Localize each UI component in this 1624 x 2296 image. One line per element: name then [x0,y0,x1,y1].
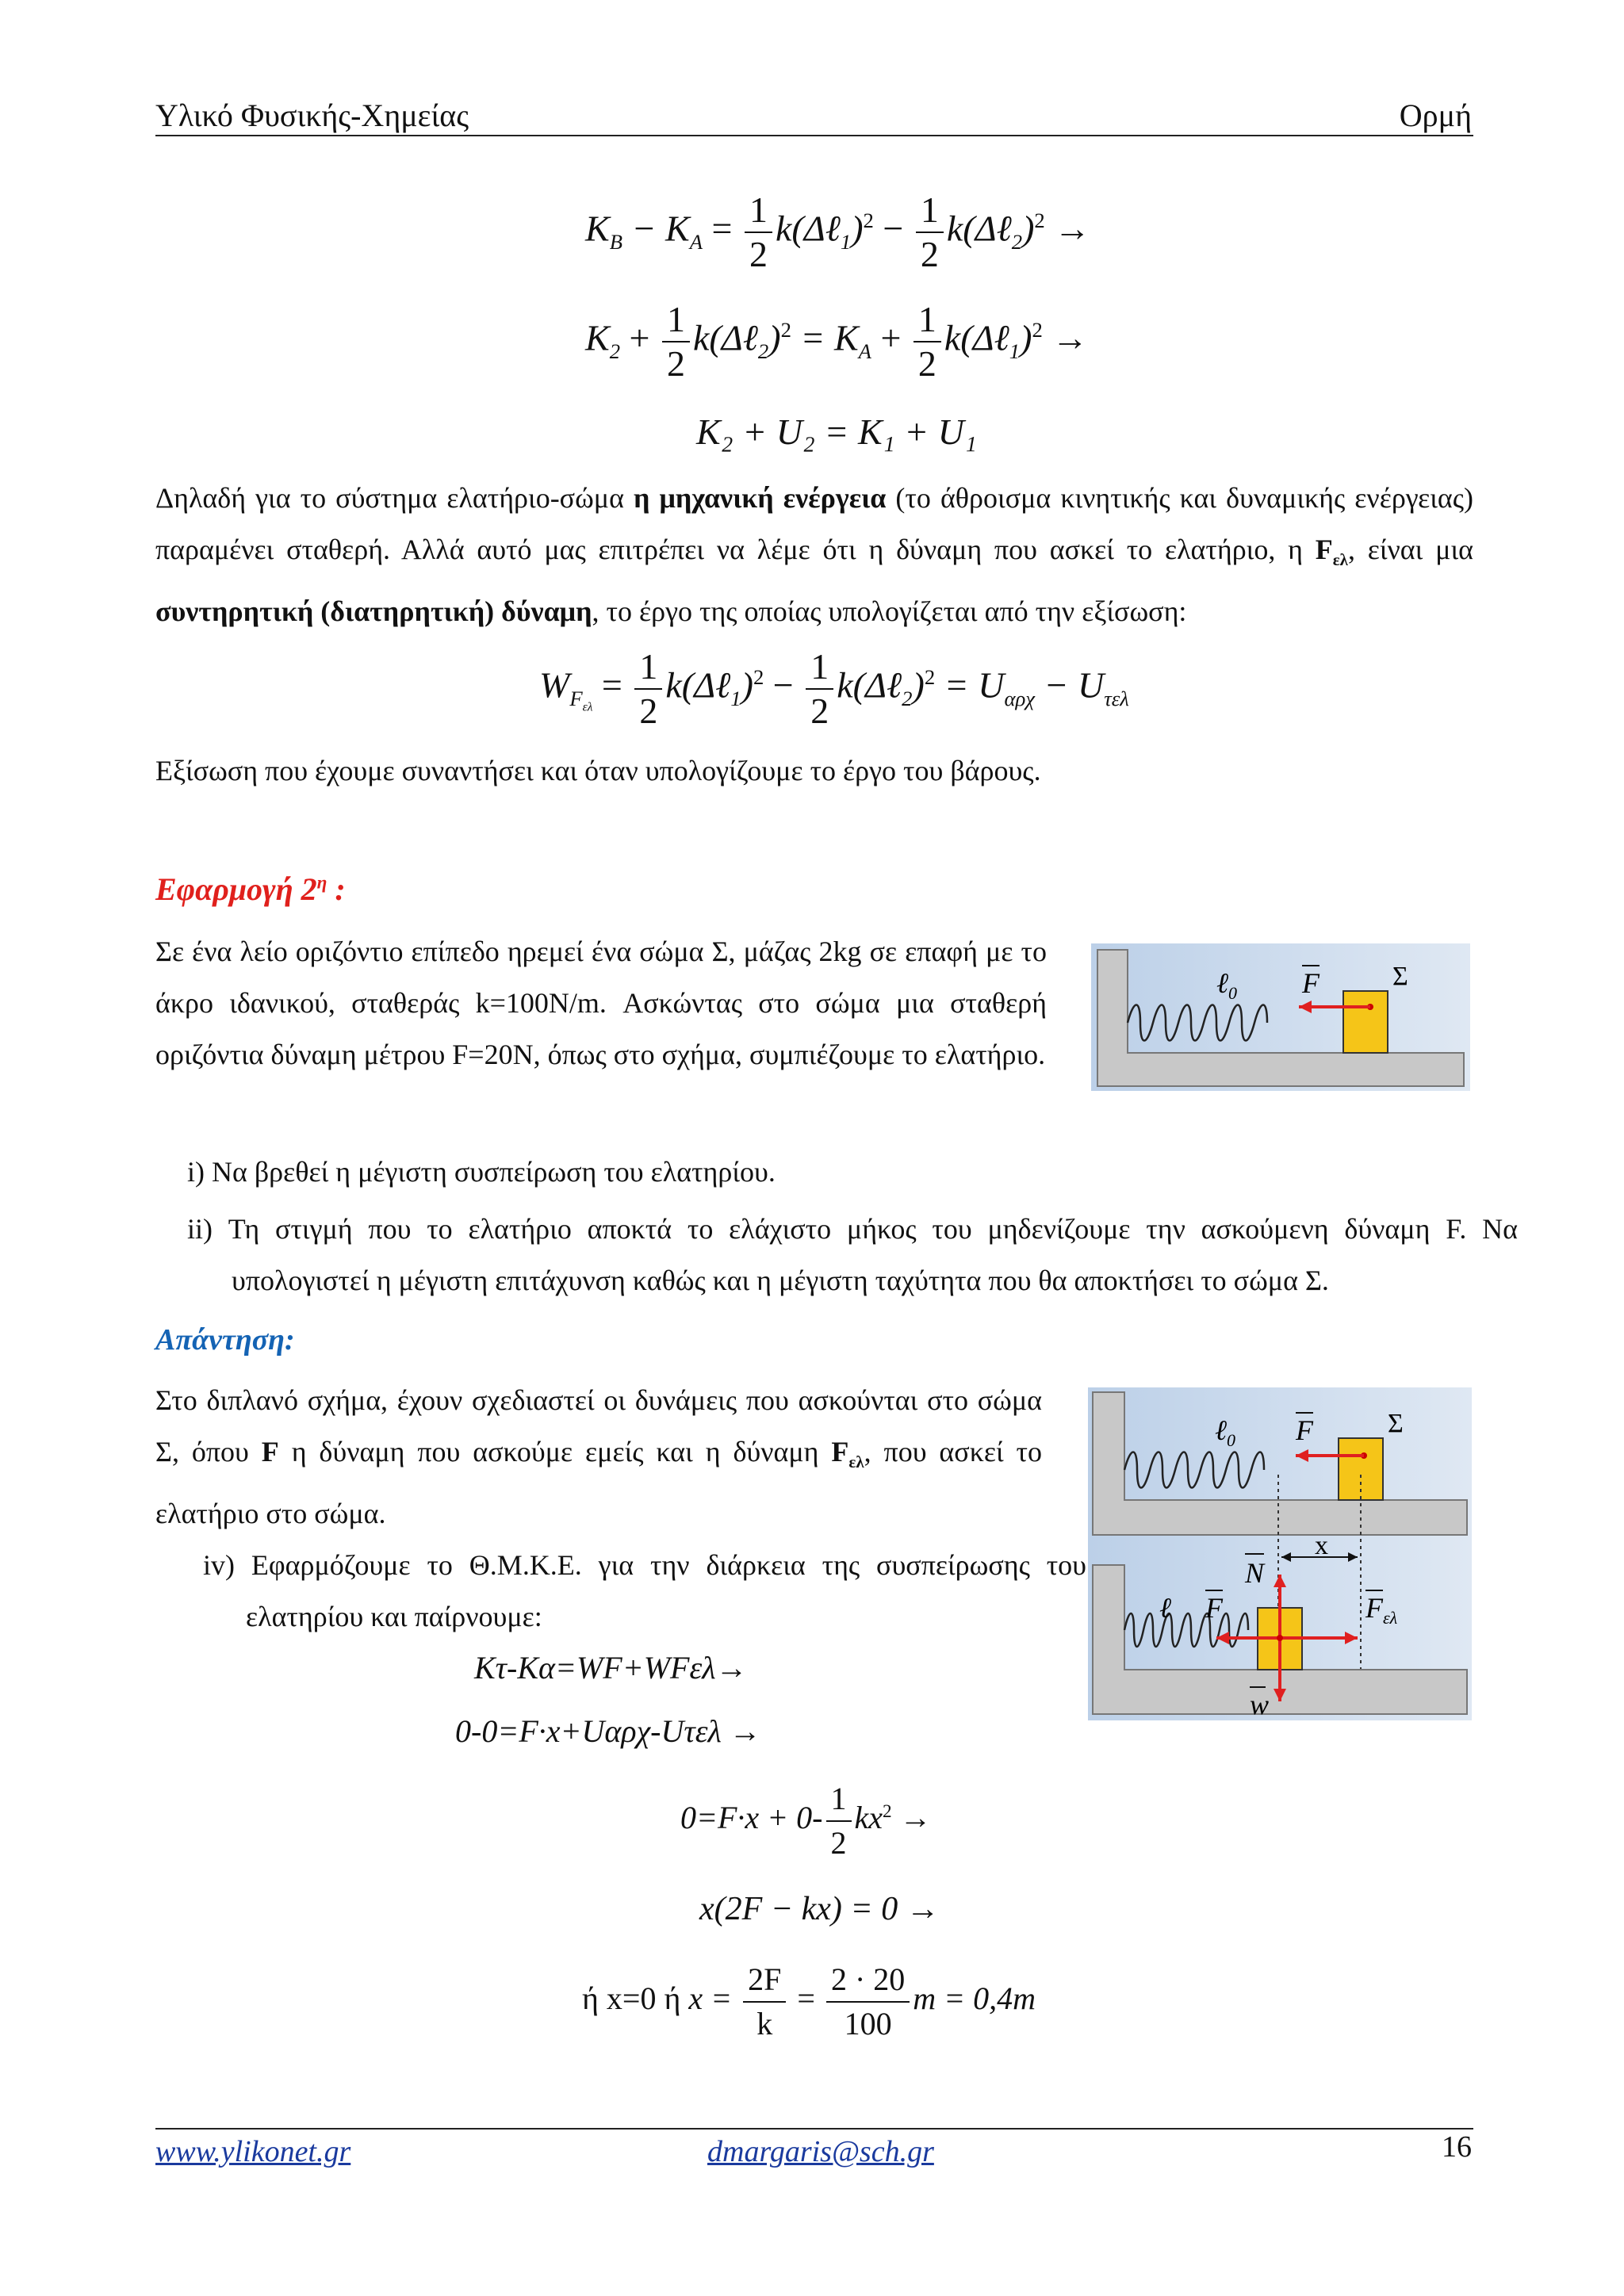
page-number: 16 [1442,2130,1472,2164]
figure-spring-block-2 [1088,1387,1472,1720]
force-origin-dot-bottom [1277,1635,1283,1641]
equation-D: x(2F − kx) = 0 → [699,1891,940,1927]
label-l: ℓ [1159,1592,1171,1624]
label-F-top: F [1296,1414,1313,1446]
equation-2: $K_2$ + $\frac{1}{2}$ k(Δℓ$_2$)$^2$ = $K_A$ + $\frac{1}{2}$ k(Δℓ$_1$)$^2$ → [585,299,1089,384]
paragraph-conservative-force: Δηλαδή για το σύστημα ελατήριο-σώμα η μηχανική ενέργεια (το άθροισμα κινητικής και δυναμικής ενέργειας) παραμένει σταθερή. Αλλά αυτό μας επιτρέπει να λέμε ότι η δύναμη που ασκεί το ελατήριο, η $F_{\varepsilon\lambda}$, είναι μια συντηρητική (διατηρητική) δύναμη, το έργο της οποίας υπολογίζεται από την εξίσωση: [155,482,1473,628]
label-Fel: $F_{\varepsilon\lambda}$ [1365,1592,1398,1628]
label-x: x [1315,1531,1328,1560]
equation-3: K₂ + U₂ = K₁ + U₁ [696,411,977,452]
label-l0: ℓ$_0$ [1216,967,1237,1003]
label-l0: ℓ$_0$ [1215,1414,1235,1450]
application-text: Σε ένα λείο οριζόντιο επίπεδο ηρεμεί ένα σώμα Σ, μάζας 2kg σε επαφή με το άκρο ιδανικού, σταθεράς k=100N/m. Ασκώντας στο σώμα μια σταθερή οριζόντια δύναμη μέτρου F=20N, όπως στο σχήμα, συμπιέζουμε το ελατήριο. [155,936,1047,1070]
label-w: w [1250,1689,1270,1720]
answer-title: Απάντηση: [155,1323,295,1357]
footer-website-link[interactable]: www.ylikonet.gr [155,2135,351,2168]
application-title: Εφαρμογή $2^\eta$ : [155,871,346,907]
header-right: Ορμή [1399,98,1472,133]
label-sigma: Σ [1388,1409,1404,1438]
equation-B: 0-0=F·x+Uαρχ-Uτελ → [455,1713,761,1749]
equation-C: 0=F·x + 0- $\frac{1}{2}$ $kx^2$ → [680,1777,932,1865]
equation-1: $K_B - K_A$ = $\frac{1}{2}$ k(Δℓ$_1$)$^2$ − $\frac{1}{2}$ k(Δℓ$_2$)$^2$ → [585,189,1091,274]
footer-email-link[interactable]: dmargaris@sch.gr [707,2135,934,2168]
answer-text: Στο διπλανό σχήμα, έχουν σχεδιαστεί οι δυνάμεις που ασκούνται στο σώμα Σ, όπου F η δύναμη που ασκούμε εμείς και η δύναμη $F_{\varepsilon\lambda}$, που ασκεί το ελατήριο στο σώμα. [155,1384,1043,1530]
equation-4: $W_{F_{\varepsilon\lambda}}$ = $\frac{1}{2}$ k(Δℓ$_1$)$^2$ − $\frac{1}{2}$ k(Δℓ$_2$)$^2$ = $U_{\alpha\rho\chi} - U_{\tau\varepsilon\lambda}$ [539,646,1129,731]
block-sigma [1343,991,1388,1053]
question-2: ii) Τη στιγμή που το ελατήριο αποκτά το ελάχιστο μήκος του μηδενίζουμε την ασκούμενη δύναμη F. Να υπολογιστεί η μέγιστη επιτάχυνση καθώς και η μέγιστη ταχύτητα που θα αποκτήσει το σώμα Σ. [187,1213,1518,1296]
equation-A: Kτ-Kα=WF+WFελ→ [474,1650,748,1686]
header-rule [155,135,1473,136]
figure-spring-block-1 [1091,943,1470,1091]
answer-step-iv: iv) Εφαρμόζουμε το Θ.Μ.Κ.Ε. για την διάρκεια της συσπείρωσης του ελατηρίου και παίρνουμε: [203,1549,1086,1632]
equation-E: ή x=0 ή x = $\frac{2F}{k}$ = $\frac{2 \cdot 20}{100}$ m = 0,4m [582,1958,1036,2045]
label-sigma: Σ [1392,962,1408,991]
header-left: Υλικό Φυσικής-Χημείας [155,98,469,133]
label-F-bottom: F [1205,1592,1223,1624]
label-N: N [1245,1557,1265,1589]
label-F: F [1302,967,1320,999]
paragraph-weight-work: Εξίσωση που έχουμε συναντήσει και όταν υπολογίζουμε το έργο του βάρους. [155,755,1041,786]
question-1: i) Να βρεθεί η μέγιστη συσπείρωση του ελατηρίου. [187,1156,776,1188]
footer-rule [155,2128,1473,2130]
